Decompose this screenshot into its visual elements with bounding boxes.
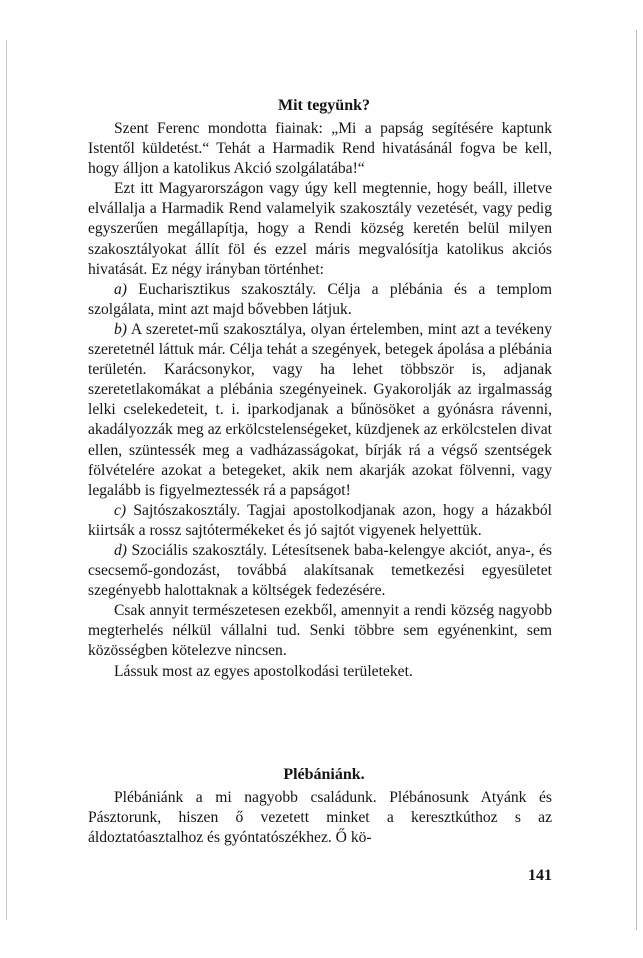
section-body-mit-tegyunk [88, 119, 552, 682]
list-item-label: a) [114, 280, 127, 298]
page-number: 141 [528, 867, 552, 884]
paragraph: Plébániánk a mi nagyobb családunk. Plébánosunk Atyánk és Pásztorunk, hiszen ő vezetett minket a keresztkúthoz s az áldoztatóasztalhoz és gyóntatószékhez. Ő kö- [88, 789, 552, 847]
page-edge-left [6, 40, 7, 920]
section-body-plebaniank [88, 788, 552, 848]
list-item-d [88, 541, 552, 601]
paragraph: Lássuk most az egyes apostolkodási területeket. [114, 662, 413, 680]
list-item-c [88, 501, 552, 541]
section-heading-mit-tegyunk: Mit tegyünk? [278, 97, 370, 114]
paragraph: Szent Ferenc mondotta fiainak: „Mi a papság segítésére kaptunk Istentől küldetést.“ Tehát a Harmadik Rend hivatásánál fogva be kell, hogy álljon a katolikus Akció szolgálatába!“ [88, 120, 552, 178]
list-item-text: Sajtószakosztály. Tagjai apostolkodjanak azon, hogy a házakból kiirtsák a rossz sajtótermékeket és jó sajtót vigyenek helyettük. [88, 501, 552, 539]
paragraph: Csak annyit természetesen ezekből, amennyit a rendi község nagyobb megterhelés nélkül vállalni tud. Senki többre sem egyénenkint, sem közösségben kötelezve nincsen. [88, 602, 552, 660]
list-item-label: c) [114, 501, 127, 519]
list-item-label: b) [114, 320, 127, 338]
list-item-a [88, 280, 552, 320]
list-item-label: d) [114, 541, 127, 559]
page-edge-right [636, 30, 637, 930]
list-item-b [88, 320, 552, 501]
list-item-text: Szociális szakosztály. Létesítsenek baba-kelengye akciót, anya-, és csecsemő-gondozást, továbbá alakítsanak temetkezési egyesületet szegényebb halottaknak a költségek fedezésére. [88, 541, 552, 600]
list-item-text: A szeretet-mű szakosztálya, olyan értelemben, mint azt a tevékeny szeretetnél láttuk már. Célja tehát a szegények, betegek ápolása a plébánia területén. Karácsonykor, vagy ha lehet többször is, adjanak szeretetlakomákat a plébánia szegényeinek. Gyakorolják az irgalmasság lelki cselekedeteit, t. i. iparkodjanak a bűnösöket a gyónásra rávenni, akadályozzák meg az erkölcstelenségeket, küzdjenek az erkölcstelen divat ellen, szüntessék meg a vadházasságokat, bírják rá a végső szentségek fölvételére azokat a betegeket, akik nem akarják azokat fölvenni, vagy legalább is figyelmeztessék rá a papságot! [88, 320, 552, 499]
section-heading-plebaniank: Plébániánk. [283, 766, 365, 783]
paragraph: Ezt itt Magyarországon vagy úgy kell megtennie, hogy beáll, illetve elvállalja a Harmadik Rend valamelyik szakosztály vezetését, vagy pedig egyszerűen megállapítja, hogy a Rendi község keretén belül milyen szakosztályokat állít föl és ezzel máris megvalósítja katolikus akciós hivatását. Ez négy irányban történhet: [88, 180, 552, 278]
list-item-text: Eucharisztikus szakosztály. Célja a plébánia és a templom szolgálata, mint azt majd bővebben látjuk. [88, 280, 552, 318]
